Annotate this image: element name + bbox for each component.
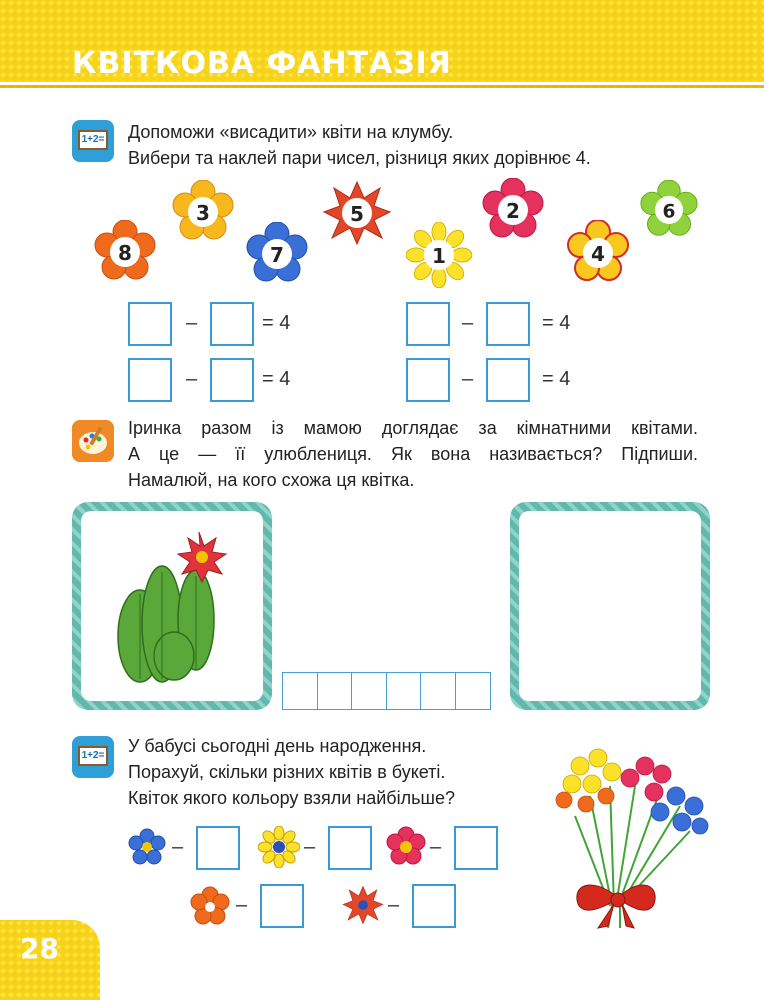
equals-four: = 4 xyxy=(542,312,571,334)
flower-red-carnation[interactable] xyxy=(322,178,392,248)
dash-sign: – xyxy=(172,836,184,858)
flower-number: 3 xyxy=(196,201,210,225)
equals-four: = 4 xyxy=(542,368,571,390)
palette-icon xyxy=(72,420,114,462)
answer-box[interactable] xyxy=(406,302,450,346)
task3-line1: У бабусі сьогодні день народження. xyxy=(128,736,427,756)
answer-box[interactable] xyxy=(210,358,254,402)
flower-number: 7 xyxy=(270,243,284,267)
minus-sign: – xyxy=(462,312,474,334)
answer-box[interactable] xyxy=(486,358,530,402)
answer-box[interactable] xyxy=(486,302,530,346)
flower-yellow-orange[interactable] xyxy=(172,180,234,242)
flower-yellow-red[interactable] xyxy=(566,220,630,284)
yellow-flower-icon xyxy=(258,826,300,868)
answer-box[interactable] xyxy=(128,358,172,402)
dash-sign: – xyxy=(430,836,442,858)
bouquet-image xyxy=(550,736,716,932)
answer-box[interactable] xyxy=(406,358,450,402)
answer-letter-row[interactable] xyxy=(282,672,489,710)
answer-box[interactable] xyxy=(128,302,172,346)
flower-yellow-daisy[interactable] xyxy=(406,222,472,288)
equals-four: = 4 xyxy=(262,368,291,390)
count-box[interactable] xyxy=(454,826,498,870)
task-icon-label: 1+2= xyxy=(78,130,108,150)
flower-number: 5 xyxy=(350,202,364,226)
flower-green[interactable] xyxy=(640,180,698,238)
page-number: 28 xyxy=(20,932,59,965)
count-box[interactable] xyxy=(328,826,372,870)
task-icon-label: 1+2= xyxy=(78,746,108,766)
task2-line1: Іринка разом із мамою доглядає за кімнатними квітами. xyxy=(128,418,698,438)
flower-pink[interactable] xyxy=(482,178,544,240)
minus-sign: – xyxy=(186,368,198,390)
flower-blue[interactable] xyxy=(246,222,308,284)
minus-sign: – xyxy=(462,368,474,390)
orange-flower-icon xyxy=(190,886,230,926)
minus-sign: – xyxy=(186,312,198,334)
answer-box[interactable] xyxy=(210,302,254,346)
math-task-icon xyxy=(72,736,114,778)
page-title: КВІТКОВА ФАНТАЗІЯ xyxy=(72,46,452,81)
equals-four: = 4 xyxy=(262,312,291,334)
flower-number: 6 xyxy=(662,201,676,223)
flower-number: 4 xyxy=(591,242,605,266)
task3-line2: Порахуй, скільки різних квітів в букеті. xyxy=(128,762,446,782)
flower-number: 8 xyxy=(118,241,132,265)
flower-number: 1 xyxy=(432,244,446,268)
task1-line2: Вибери та наклей пари чисел, різниця яких дорівнює 4. xyxy=(128,148,591,168)
count-box[interactable] xyxy=(260,884,304,928)
count-box[interactable] xyxy=(412,884,456,928)
cactus-image xyxy=(104,524,234,686)
task2-line2: А це — її улюблениця. Як вона називається? Підпиши. xyxy=(128,444,698,464)
letter-cell[interactable] xyxy=(455,672,491,710)
letter-cell[interactable] xyxy=(420,672,456,710)
drawing-frame[interactable] xyxy=(510,502,710,710)
math-task-icon xyxy=(72,120,114,162)
pink-flower-icon xyxy=(386,826,426,866)
letter-cell[interactable] xyxy=(386,672,422,710)
letter-cell[interactable] xyxy=(282,672,318,710)
dash-sign: – xyxy=(304,836,316,858)
letter-cell[interactable] xyxy=(317,672,353,710)
task2-line3: Намалюй, на кого схожа ця квітка. xyxy=(128,470,415,490)
red-carnation-icon xyxy=(342,884,384,926)
flower-orange[interactable] xyxy=(94,220,156,282)
blue-flower-icon xyxy=(128,828,166,866)
letter-cell[interactable] xyxy=(351,672,387,710)
task1-line1: Допоможи «висадити» квіти на клумбу. xyxy=(128,122,454,142)
header-divider xyxy=(0,82,764,85)
flower-number: 2 xyxy=(506,199,520,223)
dash-sign: – xyxy=(236,894,248,916)
task3-line3: Квіток якого кольору взяли найбільше? xyxy=(128,788,455,808)
count-box[interactable] xyxy=(196,826,240,870)
dash-sign: – xyxy=(388,894,400,916)
